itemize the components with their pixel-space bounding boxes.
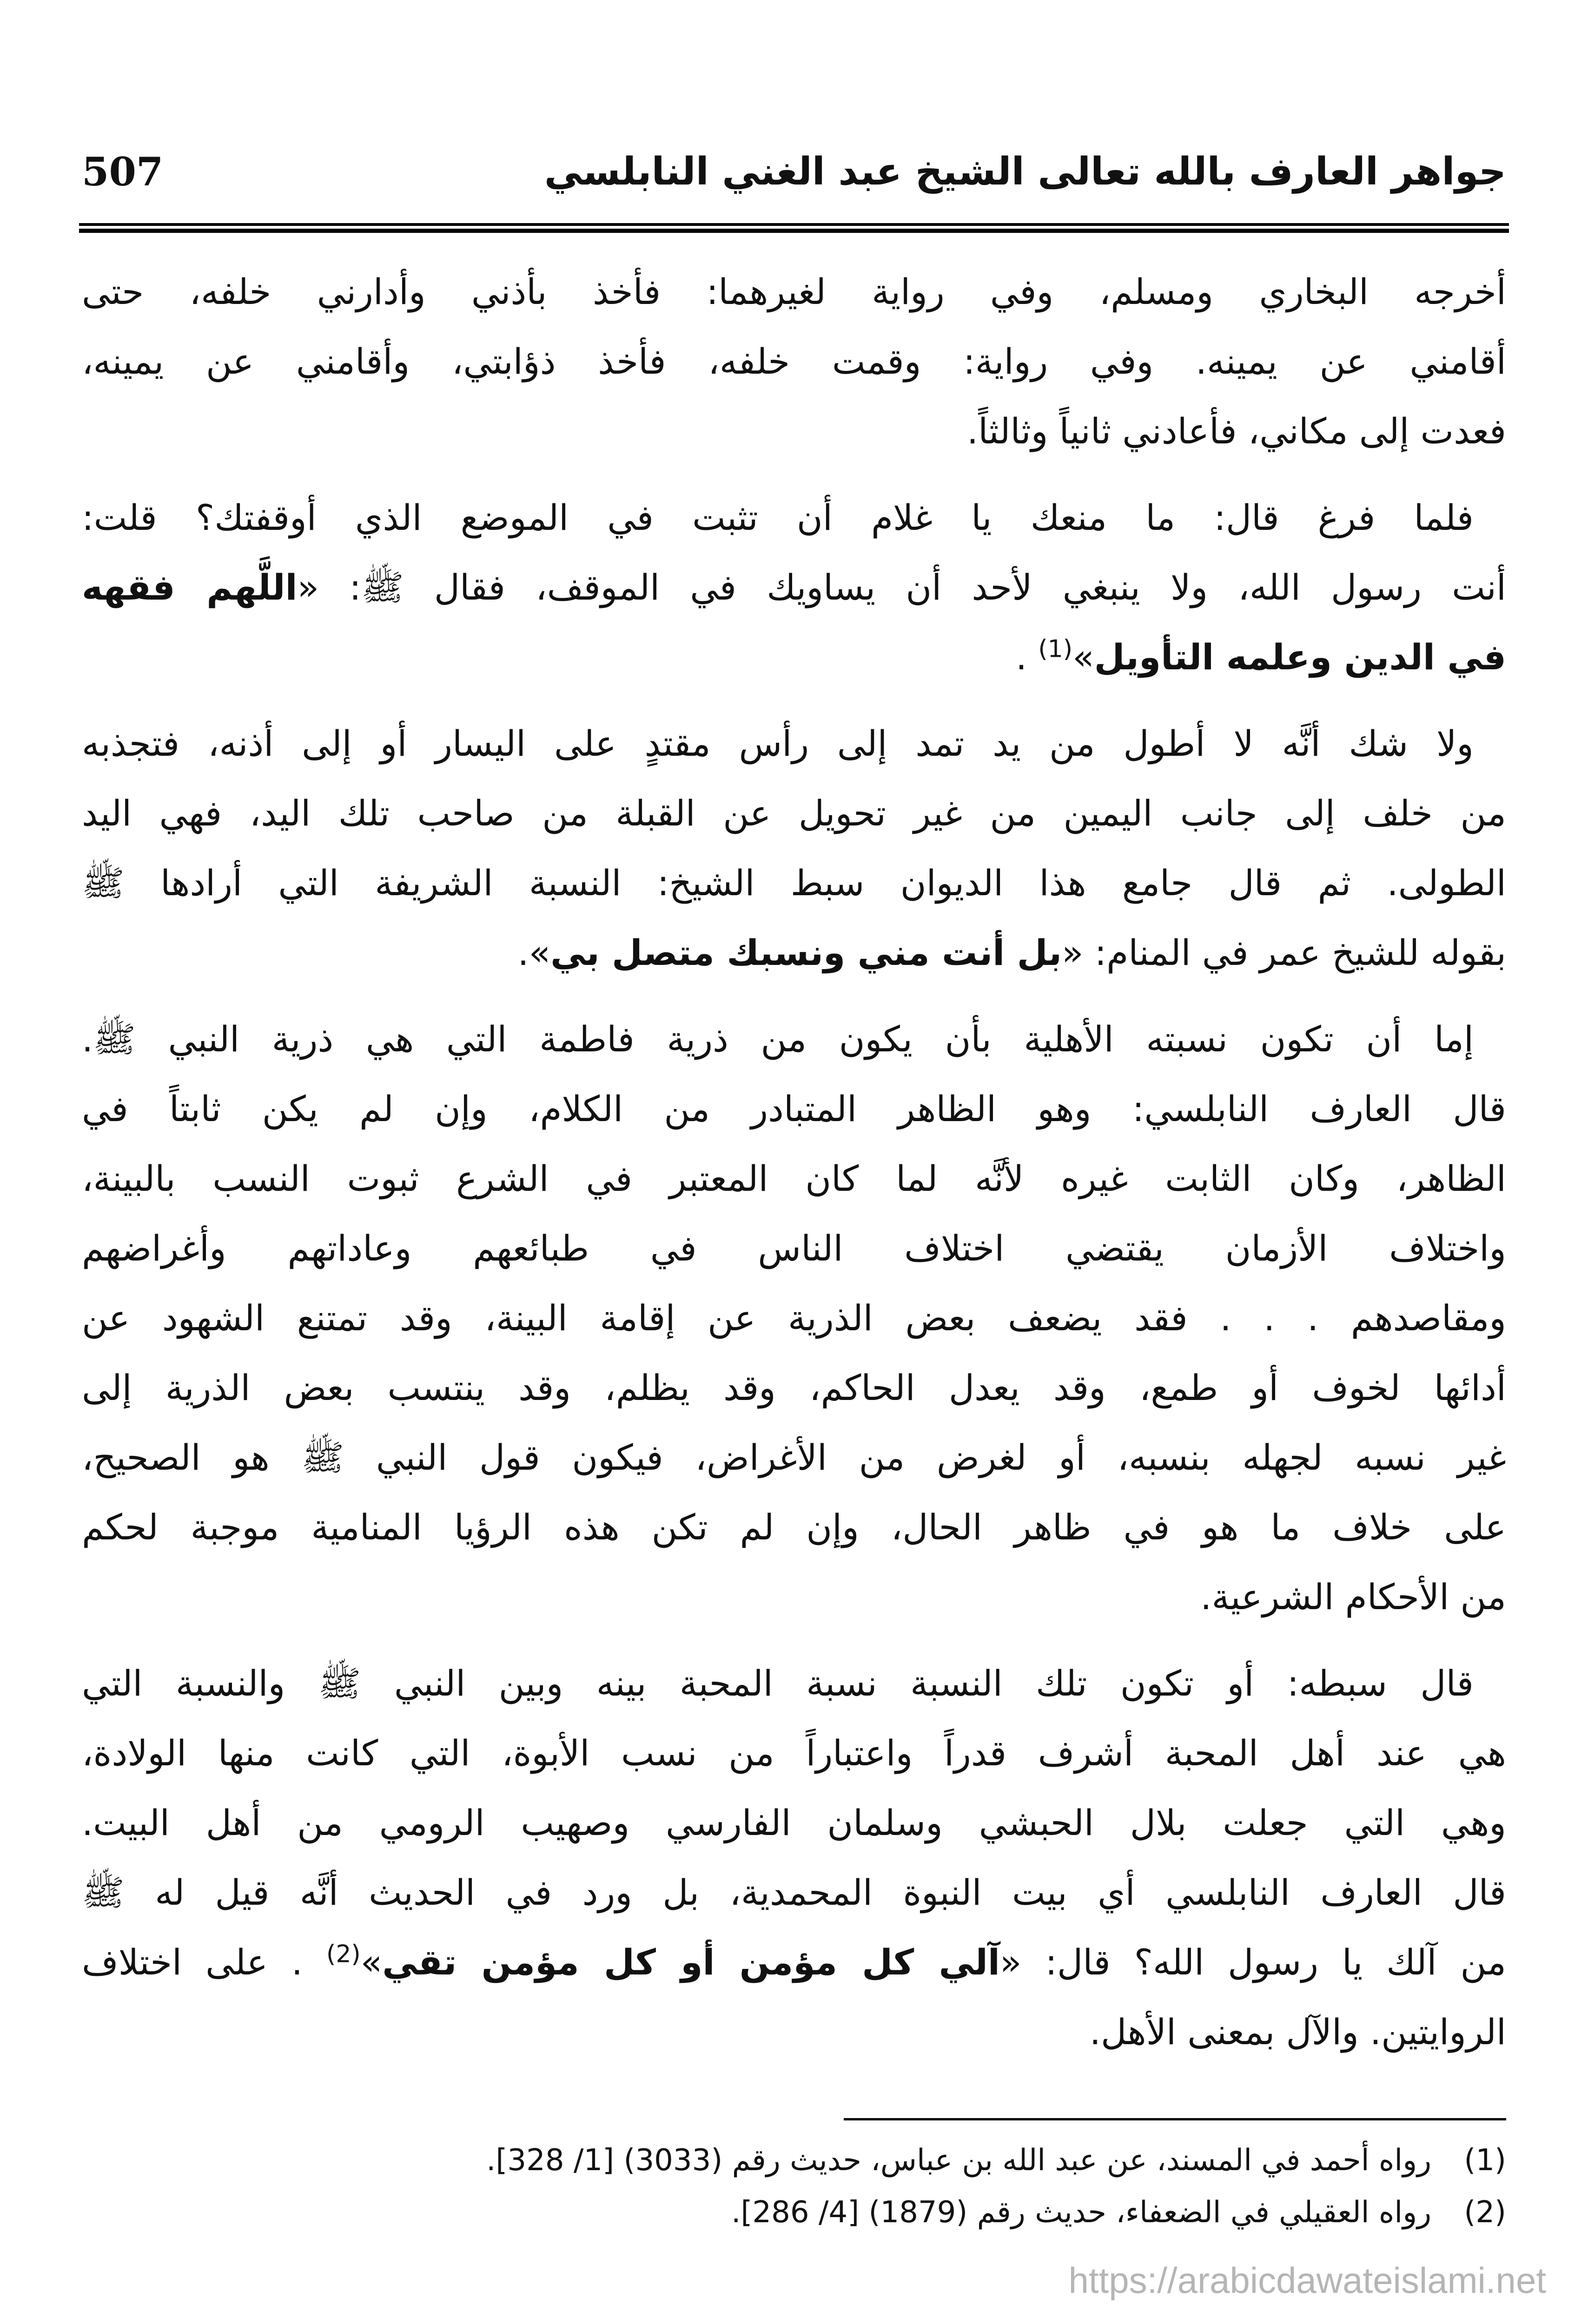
text-line (82, 918, 1506, 988)
footnote-text: رواه أحمد في المسند، عن عبد الله بن عباس، حديث رقم (3033) [1/ 328]. (486, 2143, 1431, 2178)
paragraph (82, 1649, 1506, 2067)
text-segment: قال العارف النابلسي أي بيت النبوة المحمدية، بل ورد في الحديث أنَّه قيل له ﷺ (82, 1872, 1506, 1913)
text-line (82, 622, 1506, 692)
header-rule-thin (79, 223, 1509, 226)
text-line (82, 257, 1506, 327)
text-segment: أخرجه البخاري ومسلم، وفي رواية لغيرهما: فأخذ بأذني وأدارني خلفه، حتى (82, 271, 1506, 312)
text-segment: قال العارف النابلسي: وهو الظاهر المتبادر من الكلام، وإن لم يكن ثابتاً في (82, 1088, 1506, 1129)
footnote-separator (844, 2118, 1506, 2120)
text-segment: الروايتين. والآل بمعنى الأهل. (1089, 2011, 1506, 2053)
text-line (82, 1353, 1506, 1423)
text-line (82, 1858, 1506, 1928)
text-segment: ولا شك أنَّه لا أطول من يد تمد إلى رأس مقتدٍ على اليسار أو إلى أذنه، فتجذبه (82, 723, 1474, 764)
text-line (82, 848, 1506, 918)
text-line (82, 709, 1506, 779)
text-segment: ». (517, 932, 551, 973)
text-line (82, 1423, 1506, 1492)
text-line (82, 327, 1506, 396)
quoted-hadith-bold: آلي كل مؤمن أو كل مؤمن تقي (382, 1941, 1000, 1983)
text-segment: أدائها لخوف أو طمع، وقد يعدل الحاكم، وقد يظلم، وقد ينتسب بعض الذرية إلى (82, 1367, 1506, 1408)
text-segment: » (1072, 636, 1094, 678)
text-line (82, 1788, 1506, 1858)
paragraph (82, 483, 1506, 692)
text-line (82, 396, 1506, 466)
text-segment: فعدت إلى مكاني، فأعادني ثانياً وثالثاً. (966, 410, 1506, 452)
text-line (82, 1718, 1506, 1788)
paragraph (82, 1004, 1506, 1632)
text-line (82, 1997, 1506, 2067)
footnote-text: رواه العقيلي في الضعفاء، حديث رقم (1879) [4/ 286]. (731, 2195, 1431, 2230)
text-line (82, 1004, 1506, 1074)
text-segment: بقوله للشيخ عمر في المنام: « (1061, 932, 1506, 973)
text-line (82, 1649, 1506, 1718)
text-segment: . على اختلاف (82, 1941, 327, 1983)
text-segment: أقامني عن يمينه. وفي رواية: وقمت خلفه، فأخذ ذؤابتي، وأقامني عن يمينه، (82, 341, 1506, 382)
footnote-1 (82, 2134, 1506, 2186)
footnote-number: (2) (1464, 2195, 1506, 2230)
text-line (82, 1144, 1506, 1214)
footnote-marker: (1) (1038, 635, 1073, 663)
text-segment: على خلاف ما هو في ظاهر الحال، وإن لم تكن هذه الرؤيا المنامية موجبة لحكم (82, 1506, 1506, 1548)
text-segment: فلما فرغ قال: ما منعك يا غلام أن تثبت في الموضع الذي أوقفتك؟ قلت: (82, 497, 1474, 538)
page-number: 507 (82, 149, 164, 195)
running-header (82, 139, 1506, 214)
text-line (82, 1562, 1506, 1632)
text-segment: ومقاصدهم . . . فقد يضعف بعض الذرية عن إقامة البينة، وقد تمتنع الشهود عن (82, 1297, 1506, 1339)
text-segment: أنت رسول الله، ولا ينبغي لأحد أن يساويك في الموقف، فقال ﷺ: « (297, 567, 1506, 608)
body-text (82, 257, 1506, 2067)
text-segment: الظاهر، وكان الثابت غيره لأنَّه لما كان المعتبر في الشرع ثبوت النسب بالبينة، (82, 1158, 1506, 1199)
footnotes (82, 2134, 1506, 2238)
text-segment: . (1016, 636, 1039, 678)
text-line (82, 1928, 1506, 1997)
text-segment: من خلف إلى جانب اليمين من غير تحويل عن القبلة من صاحب تلك اليد، فهي اليد (82, 792, 1506, 834)
footnote-2 (82, 2186, 1506, 2238)
text-segment: من الأحكام الشرعية. (1200, 1576, 1506, 1618)
text-line (82, 1074, 1506, 1144)
text-line (82, 553, 1506, 622)
text-line (82, 1492, 1506, 1562)
running-header-title: جواهر العارف بالله تعالى الشيخ عبد الغني النابلسي (544, 150, 1506, 194)
text-line (82, 779, 1506, 848)
text-segment: هي عند أهل المحبة أشرف قدراً واعتباراً من نسب الأبوة، التي كانت منها الولادة، (82, 1732, 1506, 1774)
text-segment: واختلاف الأزمان يقتضي اختلاف الناس في طبائعهم وعاداتهم وأغراضهم (82, 1228, 1506, 1269)
footnote-marker: (2) (326, 1940, 361, 1968)
text-line (82, 1283, 1506, 1353)
text-segment: قال سبطه: أو تكون تلك النسبة نسبة المحبة بينه وبين النبي ﷺ والنسبة التي (82, 1663, 1474, 1704)
footnote-number: (1) (1464, 2143, 1506, 2178)
paragraph (82, 257, 1506, 466)
text-segment: من آلك يا رسول الله؟ قال: « (999, 1941, 1506, 1983)
quoted-hadith-bold: في الدين وعلمه التأويل (1094, 636, 1506, 678)
text-line (82, 483, 1506, 553)
text-segment: غير نسبه لجهله بنسبه، أو لغرض من الأغراض، فيكون قول النبي ﷺ هو الصحيح، (82, 1437, 1506, 1478)
header-rule-thick (79, 229, 1509, 233)
quoted-hadith-bold: اللَّهم فقهه (82, 567, 298, 608)
text-segment: وهي التي جعلت بلال الحبشي وسلمان الفارسي وصهيب الرومي من أهل البيت. (82, 1802, 1506, 1843)
text-segment: » (360, 1941, 383, 1983)
text-segment: إما أن تكون نسبته الأهلية بأن يكون من ذرية فاطمة التي هي ذرية النبي ﷺ. (82, 1018, 1474, 1060)
paragraph (82, 709, 1506, 988)
text-line (82, 1214, 1506, 1283)
watermark-url: https://arabicdawateislami.net (1068, 2260, 1546, 2301)
quoted-hadith-bold: بل أنت مني ونسبك متصل بي (550, 932, 1062, 973)
text-segment: الطولى. ثم قال جامع هذا الديوان سبط الشيخ: النسبة الشريفة التي أرادها ﷺ (82, 862, 1506, 904)
